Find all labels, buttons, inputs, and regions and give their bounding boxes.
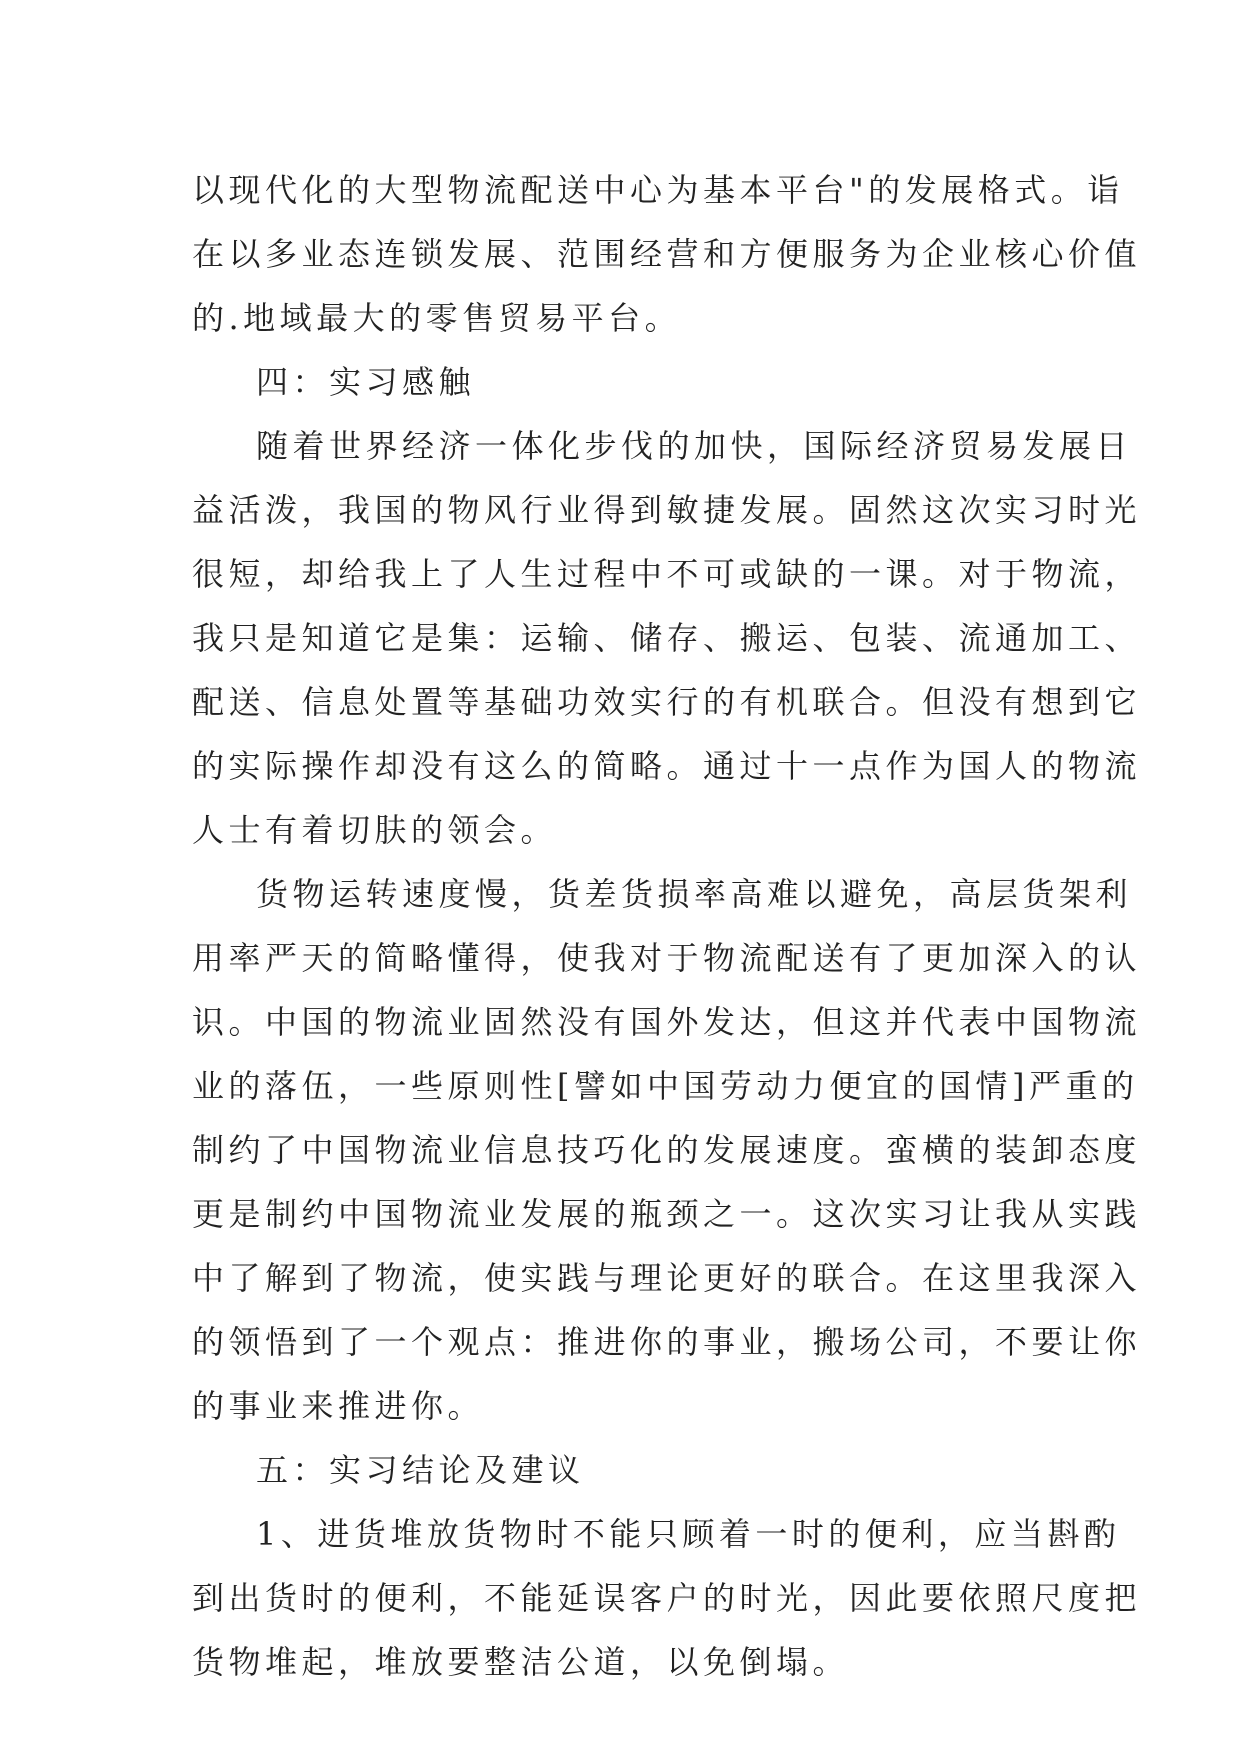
section-heading: 四：实习感触 [256, 363, 476, 401]
text-line: 1、进货堆放货物时不能只顾着一时的便利，应当斟酌 [256, 1515, 1121, 1553]
section-heading: 五：实习结论及建议 [256, 1451, 585, 1489]
document-body [192, 158, 1142, 1694]
text-line: 中了解到了物流，使实践与理论更好的联合。在这里我深入 [192, 1259, 1142, 1297]
text-line: 的事业来推进你。 [192, 1387, 485, 1425]
text-line: 货物堆起，堆放要整洁公道，以免倒塌。 [192, 1643, 850, 1681]
text-line: 益活泼，我国的物风行业得到敏捷发展。固然这次实习时光 [192, 491, 1142, 529]
text-line: 配送、信息处置等基础功效实行的有机联合。但没有想到它 [192, 683, 1142, 721]
text-line: 用率严天的简略懂得，使我对于物流配送有了更加深入的认 [192, 939, 1142, 977]
text-line: 我只是知道它是集：运输、储存、搬运、包装、流通加工、 [192, 619, 1142, 657]
text-line: 以现代化的大型物流配送中心为基本平台"的发展格式。诣 [192, 171, 1124, 209]
text-line: 的.地域最大的零售贸易平台。 [192, 299, 682, 337]
text-line: 随着世界经济一体化步伐的加快，国际经济贸易发展日 [256, 427, 1133, 465]
text-line: 人士有着切肤的领会。 [192, 811, 558, 849]
text-line: 的领悟到了一个观点：推进你的事业，搬场公司，不要让你 [192, 1323, 1142, 1361]
text-line: 的实际操作却没有这么的简略。通过十一点作为国人的物流 [192, 747, 1142, 785]
text-line: 更是制约中国物流业发展的瓶颈之一。这次实习让我从实践 [192, 1195, 1142, 1233]
text-line: 很短，却给我上了人生过程中不可或缺的一课。对于物流， [192, 555, 1142, 593]
text-line: 制约了中国物流业信息技巧化的发展速度。蛮横的装卸态度 [192, 1131, 1142, 1169]
text-line: 在以多业态连锁发展、范围经营和方便服务为企业核心价值 [192, 235, 1142, 273]
text-line: 识。中国的物流业固然没有国外发达，但这并代表中国物流 [192, 1003, 1142, 1041]
text-line: 货物运转速度慢，货差货损率高难以避免，高层货架利 [256, 875, 1133, 913]
text-line: 到出货时的便利，不能延误客户的时光，因此要依照尺度把 [192, 1579, 1142, 1617]
text-line: 业的落伍，一些原则性[譬如中国劳动力便宜的国情]严重的 [192, 1067, 1139, 1105]
